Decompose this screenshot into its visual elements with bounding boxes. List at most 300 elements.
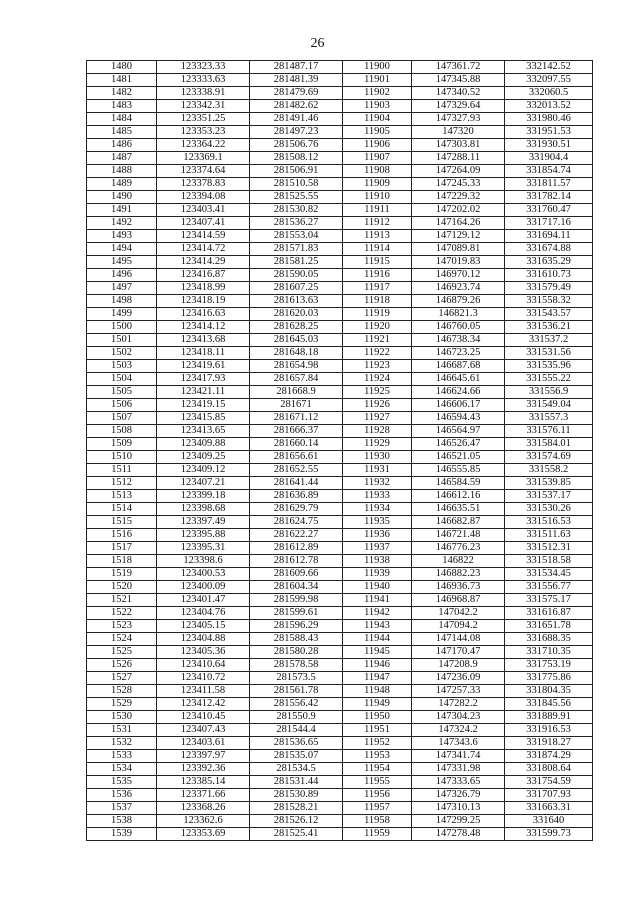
x-coordinate-right: 147129.12: [412, 230, 505, 243]
y-coordinate-left: 281671: [250, 399, 343, 412]
table-row: [87, 737, 593, 750]
table-row: [87, 490, 593, 503]
x-coordinate-left: 123414.59: [157, 230, 250, 243]
y-coordinate-left: 281491.46: [250, 113, 343, 126]
x-coordinate-right: 147327.93: [412, 113, 505, 126]
point-id-right: 11916: [343, 269, 412, 282]
y-coordinate-left: 281654.98: [250, 360, 343, 373]
table-row: [87, 360, 593, 373]
point-id-right: 11923: [343, 360, 412, 373]
table-row: [87, 451, 593, 464]
table-row: [87, 230, 593, 243]
point-id-left: 1533: [87, 750, 157, 763]
page-number: 26: [310, 36, 325, 51]
table-row: [87, 776, 593, 789]
y-coordinate-right: 332097.55: [505, 74, 593, 87]
y-coordinate-left: 281479.69: [250, 87, 343, 100]
point-id-right: 11949: [343, 698, 412, 711]
x-coordinate-left: 123333.63: [157, 74, 250, 87]
x-coordinate-right: 147257.33: [412, 685, 505, 698]
table-row: [87, 178, 593, 191]
table-row: [87, 620, 593, 633]
y-coordinate-left: 281671.12: [250, 412, 343, 425]
x-coordinate-right: 147304.23: [412, 711, 505, 724]
x-coordinate-right: 147361.72: [412, 61, 505, 74]
x-coordinate-right: 146612.16: [412, 490, 505, 503]
table-row: [87, 594, 593, 607]
x-coordinate-left: 123400.53: [157, 568, 250, 581]
point-id-left: 1528: [87, 685, 157, 698]
y-coordinate-left: 281588.43: [250, 633, 343, 646]
table-row: [87, 477, 593, 490]
point-id-left: 1520: [87, 581, 157, 594]
point-id-right: 11956: [343, 789, 412, 802]
x-coordinate-right: 147264.09: [412, 165, 505, 178]
y-coordinate-right: 331640: [505, 815, 593, 828]
table-row: [87, 763, 593, 776]
point-id-right: 11935: [343, 516, 412, 529]
x-coordinate-right: 147340.52: [412, 87, 505, 100]
x-coordinate-left: 123342.31: [157, 100, 250, 113]
x-coordinate-left: 123371.66: [157, 789, 250, 802]
y-coordinate-left: 281620.03: [250, 308, 343, 321]
table-row: [87, 425, 593, 438]
x-coordinate-left: 123410.64: [157, 659, 250, 672]
y-coordinate-right: 331599.73: [505, 828, 593, 841]
y-coordinate-left: 281531.44: [250, 776, 343, 789]
y-coordinate-left: 281526.12: [250, 815, 343, 828]
x-coordinate-left: 123409.88: [157, 438, 250, 451]
table-row: [87, 438, 593, 451]
point-id-left: 1512: [87, 477, 157, 490]
point-id-left: 1487: [87, 152, 157, 165]
point-id-left: 1527: [87, 672, 157, 685]
point-id-left: 1488: [87, 165, 157, 178]
y-coordinate-right: 331558.32: [505, 295, 593, 308]
x-coordinate-left: 123399.18: [157, 490, 250, 503]
point-id-left: 1483: [87, 100, 157, 113]
y-coordinate-right: 331610.73: [505, 269, 593, 282]
table-row: [87, 308, 593, 321]
point-id-left: 1535: [87, 776, 157, 789]
point-id-right: 11951: [343, 724, 412, 737]
point-id-left: 1525: [87, 646, 157, 659]
y-coordinate-right: 331512.31: [505, 542, 593, 555]
table-row: [87, 698, 593, 711]
y-coordinate-left: 281599.61: [250, 607, 343, 620]
table-row: [87, 139, 593, 152]
y-coordinate-left: 281624.75: [250, 516, 343, 529]
x-coordinate-right: 146687.68: [412, 360, 505, 373]
y-coordinate-right: 331556.77: [505, 581, 593, 594]
x-coordinate-left: 123353.23: [157, 126, 250, 139]
y-coordinate-left: 281666.37: [250, 425, 343, 438]
point-id-right: 11915: [343, 256, 412, 269]
x-coordinate-right: 147170.47: [412, 646, 505, 659]
x-coordinate-left: 123416.63: [157, 308, 250, 321]
point-id-left: 1484: [87, 113, 157, 126]
table-row: [87, 321, 593, 334]
x-coordinate-right: 147345.88: [412, 74, 505, 87]
x-coordinate-left: 123414.72: [157, 243, 250, 256]
x-coordinate-left: 123409.12: [157, 464, 250, 477]
point-id-right: 11921: [343, 334, 412, 347]
x-coordinate-right: 146624.66: [412, 386, 505, 399]
point-id-left: 1506: [87, 399, 157, 412]
table-row: [87, 750, 593, 763]
table-row: [87, 113, 593, 126]
y-coordinate-left: 281536.65: [250, 737, 343, 750]
point-id-left: 1513: [87, 490, 157, 503]
x-coordinate-left: 123410.45: [157, 711, 250, 724]
y-coordinate-right: 331811.57: [505, 178, 593, 191]
point-id-left: 1539: [87, 828, 157, 841]
point-id-left: 1511: [87, 464, 157, 477]
y-coordinate-right: 331549.04: [505, 399, 593, 412]
x-coordinate-right: 146822: [412, 555, 505, 568]
y-coordinate-right: 331674.88: [505, 243, 593, 256]
y-coordinate-right: 331534.45: [505, 568, 593, 581]
x-coordinate-right: 146526.47: [412, 438, 505, 451]
point-id-right: 11928: [343, 425, 412, 438]
y-coordinate-left: 281580.28: [250, 646, 343, 659]
x-coordinate-right: 147164.26: [412, 217, 505, 230]
x-coordinate-left: 123413.65: [157, 425, 250, 438]
y-coordinate-right: 331511.63: [505, 529, 593, 542]
x-coordinate-right: 147299.25: [412, 815, 505, 828]
table-row: [87, 828, 593, 841]
point-id-right: 11952: [343, 737, 412, 750]
point-id-right: 11959: [343, 828, 412, 841]
table-row: [87, 74, 593, 87]
table-row: [87, 503, 593, 516]
x-coordinate-right: 147341.74: [412, 750, 505, 763]
x-coordinate-left: 123395.31: [157, 542, 250, 555]
point-id-right: 11914: [343, 243, 412, 256]
x-coordinate-right: 146521.05: [412, 451, 505, 464]
y-coordinate-left: 281525.55: [250, 191, 343, 204]
point-id-right: 11925: [343, 386, 412, 399]
x-coordinate-left: 123407.43: [157, 724, 250, 737]
x-coordinate-left: 123419.15: [157, 399, 250, 412]
y-coordinate-right: 331694.11: [505, 230, 593, 243]
x-coordinate-left: 123414.29: [157, 256, 250, 269]
x-coordinate-left: 123338.91: [157, 87, 250, 100]
point-id-left: 1532: [87, 737, 157, 750]
x-coordinate-left: 123404.76: [157, 607, 250, 620]
y-coordinate-right: 331918.27: [505, 737, 593, 750]
x-coordinate-right: 146645.61: [412, 373, 505, 386]
y-coordinate-left: 281550.9: [250, 711, 343, 724]
y-coordinate-right: 331717.16: [505, 217, 593, 230]
table-row: [87, 152, 593, 165]
point-id-left: 1489: [87, 178, 157, 191]
x-coordinate-right: 147278.48: [412, 828, 505, 841]
point-id-left: 1519: [87, 568, 157, 581]
point-id-left: 1505: [87, 386, 157, 399]
x-coordinate-right: 147329.64: [412, 100, 505, 113]
x-coordinate-right: 147202.02: [412, 204, 505, 217]
table-row: [87, 659, 593, 672]
point-id-right: 11945: [343, 646, 412, 659]
x-coordinate-right: 146606.17: [412, 399, 505, 412]
y-coordinate-left: 281612.89: [250, 542, 343, 555]
y-coordinate-left: 281482.62: [250, 100, 343, 113]
x-coordinate-left: 123407.21: [157, 477, 250, 490]
point-id-right: 11900: [343, 61, 412, 74]
point-id-left: 1481: [87, 74, 157, 87]
y-coordinate-left: 281622.27: [250, 529, 343, 542]
point-id-right: 11936: [343, 529, 412, 542]
point-id-right: 11958: [343, 815, 412, 828]
table-row: [87, 672, 593, 685]
point-id-left: 1529: [87, 698, 157, 711]
table-row: [87, 126, 593, 139]
point-id-left: 1502: [87, 347, 157, 360]
x-coordinate-left: 123418.99: [157, 282, 250, 295]
point-id-left: 1482: [87, 87, 157, 100]
y-coordinate-left: 281612.78: [250, 555, 343, 568]
point-id-left: 1491: [87, 204, 157, 217]
y-coordinate-left: 281613.63: [250, 295, 343, 308]
y-coordinate-right: 331688.35: [505, 633, 593, 646]
table-row: [87, 581, 593, 594]
y-coordinate-left: 281530.89: [250, 789, 343, 802]
y-coordinate-left: 281528.21: [250, 802, 343, 815]
coordinates-table-body: [87, 61, 593, 841]
x-coordinate-left: 123401.47: [157, 594, 250, 607]
table-row: [87, 646, 593, 659]
y-coordinate-right: 331531.56: [505, 347, 593, 360]
point-id-left: 1524: [87, 633, 157, 646]
x-coordinate-right: 146723.25: [412, 347, 505, 360]
y-coordinate-left: 281497.23: [250, 126, 343, 139]
y-coordinate-right: 331557.3: [505, 412, 593, 425]
y-coordinate-right: 331556.9: [505, 386, 593, 399]
table-row: [87, 256, 593, 269]
y-coordinate-left: 281578.58: [250, 659, 343, 672]
point-id-right: 11939: [343, 568, 412, 581]
table-row: [87, 282, 593, 295]
x-coordinate-left: 123412.42: [157, 698, 250, 711]
point-id-right: 11909: [343, 178, 412, 191]
point-id-right: 11955: [343, 776, 412, 789]
point-id-left: 1536: [87, 789, 157, 802]
point-id-right: 11920: [343, 321, 412, 334]
y-coordinate-left: 281657.84: [250, 373, 343, 386]
y-coordinate-right: 331518.58: [505, 555, 593, 568]
y-coordinate-right: 331980.46: [505, 113, 593, 126]
x-coordinate-right: 147333.65: [412, 776, 505, 789]
x-coordinate-right: 147094.2: [412, 620, 505, 633]
y-coordinate-right: 331707.93: [505, 789, 593, 802]
y-coordinate-right: 331539.85: [505, 477, 593, 490]
point-id-right: 11937: [343, 542, 412, 555]
point-id-left: 1517: [87, 542, 157, 555]
point-id-right: 11905: [343, 126, 412, 139]
point-id-right: 11957: [343, 802, 412, 815]
point-id-right: 11934: [343, 503, 412, 516]
table-row: [87, 399, 593, 412]
x-coordinate-right: 147343.6: [412, 737, 505, 750]
point-id-right: 11903: [343, 100, 412, 113]
x-coordinate-right: 147331.98: [412, 763, 505, 776]
x-coordinate-left: 123413.68: [157, 334, 250, 347]
point-id-left: 1486: [87, 139, 157, 152]
x-coordinate-left: 123418.11: [157, 347, 250, 360]
y-coordinate-right: 331579.49: [505, 282, 593, 295]
table-row: [87, 100, 593, 113]
point-id-left: 1501: [87, 334, 157, 347]
point-id-left: 1480: [87, 61, 157, 74]
x-coordinate-left: 123364.22: [157, 139, 250, 152]
x-coordinate-right: 147310.13: [412, 802, 505, 815]
x-coordinate-left: 123398.68: [157, 503, 250, 516]
x-coordinate-right: 147320: [412, 126, 505, 139]
y-coordinate-left: 281668.9: [250, 386, 343, 399]
point-id-right: 11901: [343, 74, 412, 87]
y-coordinate-left: 281553.04: [250, 230, 343, 243]
point-id-left: 1492: [87, 217, 157, 230]
point-id-left: 1508: [87, 425, 157, 438]
table-row: [87, 802, 593, 815]
y-coordinate-left: 281660.14: [250, 438, 343, 451]
table-row: [87, 633, 593, 646]
y-coordinate-left: 281604.34: [250, 581, 343, 594]
table-row: [87, 711, 593, 724]
x-coordinate-right: 147324.2: [412, 724, 505, 737]
y-coordinate-left: 281645.03: [250, 334, 343, 347]
table-row: [87, 87, 593, 100]
x-coordinate-right: 146936.73: [412, 581, 505, 594]
point-id-right: 11933: [343, 490, 412, 503]
x-coordinate-left: 123409.25: [157, 451, 250, 464]
y-coordinate-right: 331535.96: [505, 360, 593, 373]
y-coordinate-right: 331530.26: [505, 503, 593, 516]
x-coordinate-right: 146970.12: [412, 269, 505, 282]
point-id-right: 11946: [343, 659, 412, 672]
x-coordinate-right: 147019.83: [412, 256, 505, 269]
x-coordinate-right: 146776.23: [412, 542, 505, 555]
point-id-left: 1514: [87, 503, 157, 516]
y-coordinate-right: 331889.91: [505, 711, 593, 724]
y-coordinate-right: 331951.53: [505, 126, 593, 139]
point-id-right: 11932: [343, 477, 412, 490]
point-id-right: 11908: [343, 165, 412, 178]
x-coordinate-left: 123323.33: [157, 61, 250, 74]
x-coordinate-right: 147208.9: [412, 659, 505, 672]
y-coordinate-right: 331616.87: [505, 607, 593, 620]
x-coordinate-right: 146879.26: [412, 295, 505, 308]
x-coordinate-right: 146682.87: [412, 516, 505, 529]
point-id-right: 11907: [343, 152, 412, 165]
table-row: [87, 724, 593, 737]
x-coordinate-left: 123404.88: [157, 633, 250, 646]
y-coordinate-left: 281530.82: [250, 204, 343, 217]
point-id-right: 11910: [343, 191, 412, 204]
y-coordinate-left: 281525.41: [250, 828, 343, 841]
point-id-left: 1500: [87, 321, 157, 334]
y-coordinate-right: 331635.29: [505, 256, 593, 269]
table-row: [87, 61, 593, 74]
table-row: [87, 269, 593, 282]
y-coordinate-left: 281487.17: [250, 61, 343, 74]
y-coordinate-left: 281636.89: [250, 490, 343, 503]
x-coordinate-right: 146923.74: [412, 282, 505, 295]
point-id-left: 1521: [87, 594, 157, 607]
x-coordinate-left: 123374.64: [157, 165, 250, 178]
y-coordinate-right: 331576.11: [505, 425, 593, 438]
y-coordinate-right: 331574.69: [505, 451, 593, 464]
x-coordinate-right: 146721.48: [412, 529, 505, 542]
y-coordinate-left: 281609.66: [250, 568, 343, 581]
point-id-left: 1510: [87, 451, 157, 464]
y-coordinate-left: 281648.18: [250, 347, 343, 360]
x-coordinate-right: 146968.87: [412, 594, 505, 607]
coordinates-table: [86, 60, 593, 841]
table-row: [87, 529, 593, 542]
y-coordinate-right: 332013.52: [505, 100, 593, 113]
point-id-right: 11930: [343, 451, 412, 464]
y-coordinate-right: 331663.31: [505, 802, 593, 815]
y-coordinate-left: 281607.25: [250, 282, 343, 295]
table-row: [87, 555, 593, 568]
x-coordinate-left: 123351.25: [157, 113, 250, 126]
y-coordinate-right: 331782.14: [505, 191, 593, 204]
point-id-left: 1509: [87, 438, 157, 451]
x-coordinate-left: 123414.12: [157, 321, 250, 334]
y-coordinate-right: 331904.4: [505, 152, 593, 165]
point-id-right: 11927: [343, 412, 412, 425]
point-id-left: 1522: [87, 607, 157, 620]
x-coordinate-left: 123403.61: [157, 737, 250, 750]
table-row: [87, 789, 593, 802]
x-coordinate-right: 147229.32: [412, 191, 505, 204]
point-id-right: 11924: [343, 373, 412, 386]
y-coordinate-right: 331916.53: [505, 724, 593, 737]
table-row: [87, 191, 593, 204]
y-coordinate-right: 331930.51: [505, 139, 593, 152]
y-coordinate-left: 281506.76: [250, 139, 343, 152]
point-id-left: 1507: [87, 412, 157, 425]
y-coordinate-right: 331543.57: [505, 308, 593, 321]
x-coordinate-left: 123407.41: [157, 217, 250, 230]
point-id-left: 1537: [87, 802, 157, 815]
x-coordinate-left: 123392.36: [157, 763, 250, 776]
y-coordinate-right: 331710.35: [505, 646, 593, 659]
x-coordinate-left: 123400.09: [157, 581, 250, 594]
x-coordinate-left: 123369.1: [157, 152, 250, 165]
point-id-right: 11938: [343, 555, 412, 568]
x-coordinate-left: 123378.83: [157, 178, 250, 191]
x-coordinate-right: 147282.2: [412, 698, 505, 711]
point-id-right: 11941: [343, 594, 412, 607]
point-id-left: 1490: [87, 191, 157, 204]
y-coordinate-left: 281571.83: [250, 243, 343, 256]
point-id-right: 11942: [343, 607, 412, 620]
y-coordinate-right: 331516.53: [505, 516, 593, 529]
point-id-right: 11954: [343, 763, 412, 776]
y-coordinate-right: 331874.29: [505, 750, 593, 763]
x-coordinate-left: 123353.69: [157, 828, 250, 841]
x-coordinate-right: 146584.59: [412, 477, 505, 490]
y-coordinate-left: 281628.25: [250, 321, 343, 334]
point-id-left: 1538: [87, 815, 157, 828]
y-coordinate-left: 281561.78: [250, 685, 343, 698]
x-coordinate-right: 146635.51: [412, 503, 505, 516]
y-coordinate-right: 331760.47: [505, 204, 593, 217]
point-id-left: 1523: [87, 620, 157, 633]
